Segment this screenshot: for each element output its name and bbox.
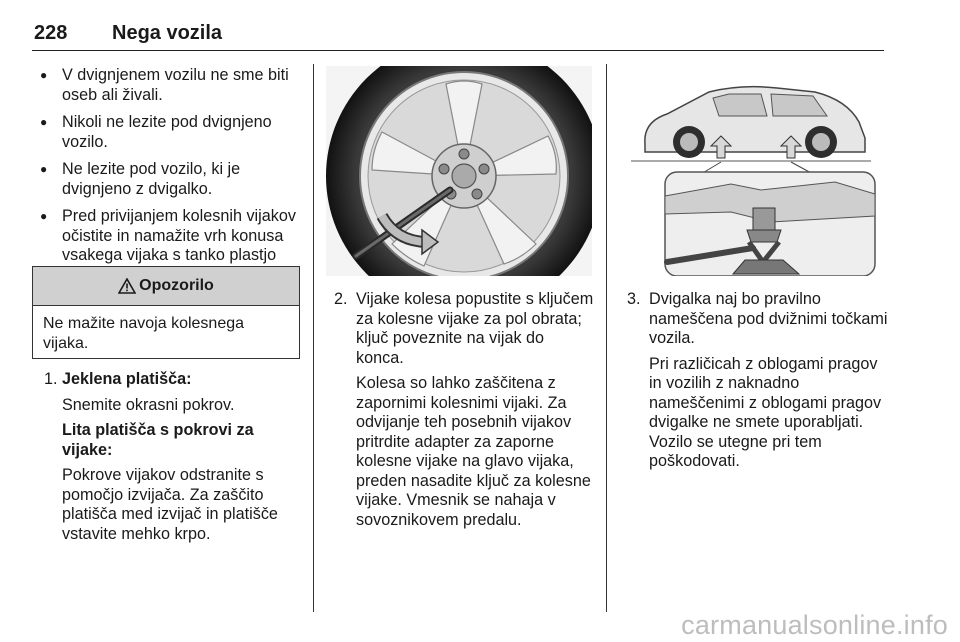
- list-item: ● V dvignjenem vozilu ne sme biti oseb ali živali.: [36, 66, 302, 105]
- page-title: Nega vozila: [112, 22, 223, 44]
- warning-triangle-icon: [118, 278, 136, 294]
- step-2: [334, 290, 596, 536]
- wheel-icon: [326, 66, 592, 276]
- warning-text: Ne mažite navoja kolesnega vijaka.: [43, 315, 245, 352]
- column-divider: [606, 64, 607, 612]
- step-number: 3.: [627, 290, 641, 308]
- column-left: [36, 66, 302, 293]
- page-header: [32, 18, 884, 51]
- warning-box: [32, 266, 300, 359]
- column-divider: [313, 64, 314, 612]
- warning-header: [33, 267, 299, 306]
- step-text: Kolesa so lahko zaščitena z zapornimi kolesnimi vijaki. Za odvijanje teh posebnih vijakov pritrdite adapter za zaporne kolesne vijake na glavo vijaka, preden nasadite ključ za kolesne vijake. Vmesnik se nahaja v sovoznikovem predalu.: [356, 374, 591, 529]
- watermark: carmanualsonline.info: [681, 610, 948, 640]
- list-item: ● Nikoli ne lezite pod dvignjeno vozilo.: [36, 113, 302, 152]
- step-text: Pri različicah z oblogami pragov in vozilih z naknadno nameščenimi z oblogami pragov dvigalke ne smete uporabljati. Vozilo se utegne pri tem poškodovati.: [649, 354, 882, 470]
- step-number: 2.: [334, 290, 348, 308]
- warning-heading: Opozorilo: [139, 277, 214, 294]
- car-jack-icon: [621, 66, 885, 276]
- wheel-wrench-illustration: [326, 66, 592, 276]
- step-heading: Jeklena platišča:: [62, 370, 192, 388]
- step-text: Pokrove vijakov odstranite s pomočjo izvijača. Za zaščito platišča med izvijač in platišče vstavite mehko krpo.: [62, 466, 278, 543]
- precaution-list: [36, 66, 302, 285]
- step-text: Snemite okrasni pokrov.: [62, 395, 235, 414]
- car-jack-illustration: [621, 66, 885, 276]
- step-3: [627, 290, 891, 478]
- list-item: ● Ne lezite pod vozilo, ki je dvignjeno z dvigalko.: [36, 160, 302, 199]
- step-subheading: Lita platišča s pokrovi za vijake:: [62, 421, 254, 459]
- step-1: [44, 370, 300, 550]
- page-number: 228: [34, 22, 68, 44]
- list-item: ● Pred privijanjem kolesnih vijakov očistite in namažite vrh konusa vsakega vijaka s tanko plastjo: [36, 207, 302, 285]
- step-text: Dvigalka naj bo pravilno nameščena pod dvižnimi točkami vozila.: [649, 290, 888, 347]
- step-number: 1.: [44, 370, 58, 388]
- step-text: Vijake kolesa popustite s ključem za kolesne vijake za pol obrata; ključ poveznite na vijak do konca.: [356, 290, 594, 367]
